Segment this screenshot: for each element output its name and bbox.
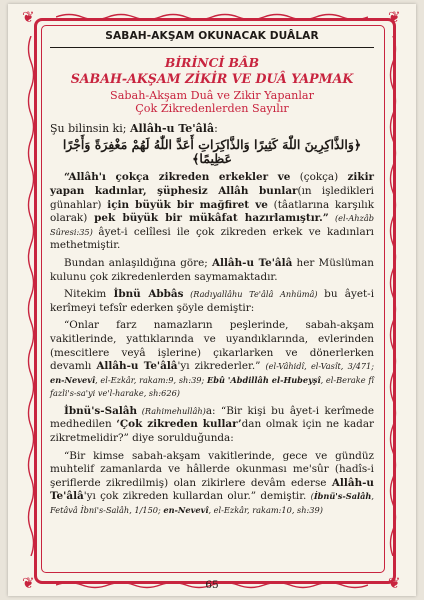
- section-title: SABAH-AKŞAM ZİKİR VE DUÂ YAPMAK: [70, 71, 354, 87]
- corner-flourish-icon: ❦: [22, 8, 35, 26]
- text-bold: Allâh-u Te'âlâ: [96, 360, 178, 373]
- citation-author: en-Nevevî: [50, 374, 96, 385]
- paragraph-2: [50, 257, 374, 284]
- text: “Onlar farz namazların peşlerinde, sabah-akşam vakitlerinde, yattıklarında ve uyandıklarında, evlerinden (mescitlere veyâ işlerine) çıkarlarken ve dönerlerken devamlı: [50, 319, 374, 373]
- chapter-label: BİRİNCİ BÂB: [164, 54, 260, 70]
- text: âyet-i celîlesi ile çok zikreden erkek ve kadınları methetmiştir.: [50, 225, 374, 252]
- text-bold: pek büyük bir mükâfat hazırlamıştır.”: [94, 212, 329, 225]
- paragraph-4: [50, 319, 374, 401]
- paragraph-5: [50, 405, 374, 446]
- corner-flourish-icon: ❦: [388, 8, 401, 26]
- citation: (el-Vâhidî, el-Vasît, 3/471;: [265, 361, 374, 372]
- text: “Bir kimse sabah-akşam vakitlerinde, gece ve gündüz muhtelif zamanlarda ve hâllerde okunması me'sûr (hadîs-i şeriflerde zikredilmiş) olan zikirlere devâm ederse: [50, 449, 374, 489]
- text: Nitekim: [64, 288, 114, 301]
- corner-flourish-icon: ❦: [22, 574, 35, 592]
- text: Bundan anlaşıldığına göre;: [64, 256, 212, 269]
- section-subtitle: [50, 89, 374, 116]
- running-header: SABAH-AKŞAM OKUNACAK DUÂLAR: [50, 30, 374, 48]
- corner-flourish-icon: ❦: [388, 574, 401, 592]
- text-bold: “Allâh'ı çokça zikreden erkekler ve: [64, 171, 291, 184]
- page-content: [50, 30, 374, 522]
- text-bold: için büyük bir mağfiret ve: [107, 198, 268, 211]
- citation: (Rahimehullâh): [137, 405, 206, 416]
- text: 'yı çok zikreden kullardan olur.” demiştir.: [83, 490, 311, 503]
- paragraph-3: [50, 288, 374, 315]
- text-bold: Allâh-u Te'âlâ: [211, 256, 293, 269]
- citation: , el-Ezkâr, rakam:9, sh:39;: [95, 374, 207, 385]
- citation-author: İbnü's-Salâh: [313, 491, 372, 502]
- book-page: [8, 4, 416, 596]
- text: a: “Bir kişi bu âyet-i kerîmede medhedilen: [50, 404, 375, 431]
- right-vine-ornament: [388, 36, 398, 556]
- text: (tâatlarına karşılık olarak): [50, 198, 375, 225]
- text-bold: ‘Çok zikreden kullar’: [116, 418, 242, 431]
- left-vine-ornament: [26, 36, 36, 556]
- citation-author: en-Nevevî: [163, 505, 209, 516]
- subtitle-line: Sabah-Akşam Duâ ve Zikir Yapanlar: [110, 88, 314, 102]
- paragraph-6: [50, 450, 374, 518]
- text: (ın işledikleri günahlar): [50, 184, 374, 211]
- text: 'yı zikrederler.”: [177, 360, 266, 373]
- intro-text: Şu bilinsin ki;: [50, 121, 130, 135]
- text-bold: İbnü Abbâs: [113, 288, 184, 301]
- citation: (: [310, 491, 314, 502]
- citation-author: Ebû 'Abdillâh el-Hubeyşî: [206, 374, 321, 385]
- text-bold: İbnü's-Salâh: [64, 404, 138, 417]
- citation: , el-Berake fî fazli's-sa'yi ve'l-harake, sh:626): [50, 374, 374, 399]
- top-vine-ornament: [56, 12, 368, 22]
- subtitle-line: Çok Zikredenlerden Sayılır: [135, 102, 289, 116]
- intro-colon: :: [214, 121, 218, 135]
- text: dan olmak için ne kadar zikretmelidir?” diye sorulduğunda:: [50, 418, 374, 445]
- citation: (Radıyallâhu Te'âlâ Anhümâ): [183, 289, 325, 300]
- intro-bold: Allâh-u Te'âlâ: [129, 121, 215, 135]
- text-bold: zikir yapan kadınlar, şüphesiz Allâh bunlar: [50, 171, 374, 197]
- text-bold: Allâh-u Te'âlâ: [50, 476, 374, 503]
- text: bu âyet-i kerîmeyi tefsîr ederken şöyle demiştir:: [50, 288, 375, 314]
- paragraph-1: [50, 171, 374, 253]
- arabic-verse: ﴿وَالذَّاكِرِينَ اللّٰهَ كَثِيرًا وَالذَّاكِرَاتِ أَعَدَّ اللّٰهُ لَهُمْ مَغْفِرَةً وَأَجْرًا عَظِيمًا﴾: [62, 137, 362, 166]
- page-number: 65: [205, 579, 219, 591]
- citation: , Fetâvâ İbni's-Salâh, 1/150;: [50, 491, 374, 516]
- citation: (el-Ahzâb Sûresi:35): [50, 213, 374, 237]
- intro-line: [50, 122, 374, 136]
- text: her Müslüman kulunu çok zikredenlerden saymamaktadır.: [50, 256, 374, 283]
- citation: , el-Ezkâr, rakam:10, sh:39): [208, 505, 323, 516]
- text: (çokça): [290, 171, 348, 184]
